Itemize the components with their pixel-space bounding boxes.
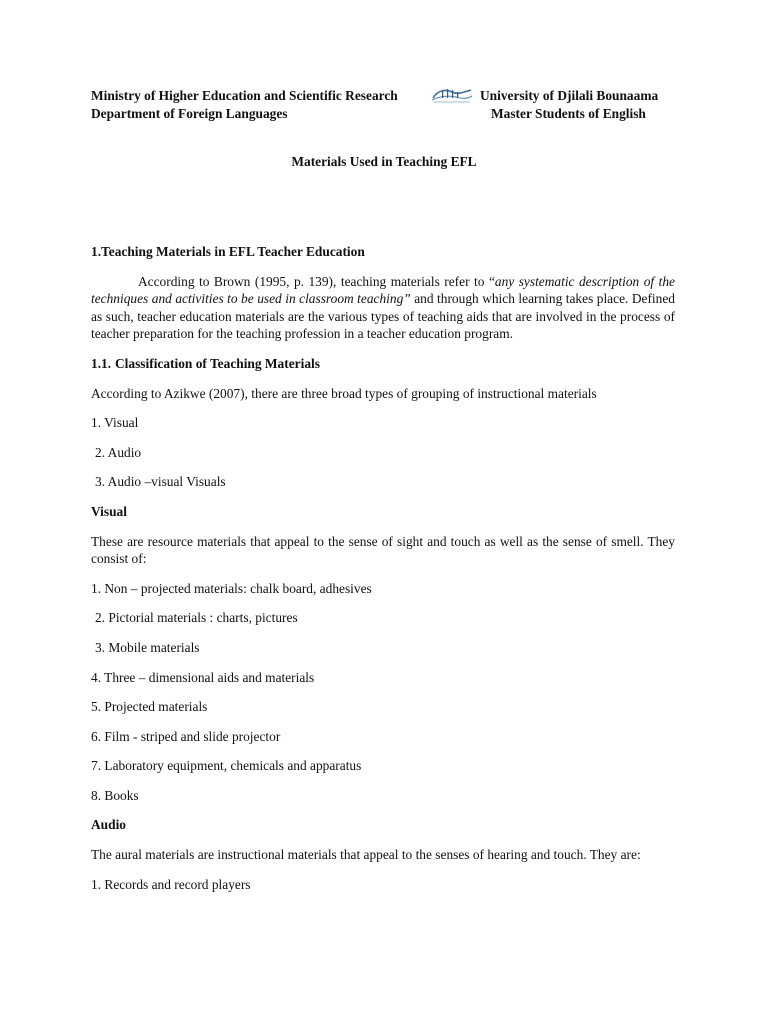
paragraph-text-start: According to Brown (1995, p. 139), teaching materials refer to “: [138, 273, 495, 289]
visual-item: 3. Mobile materials: [95, 639, 200, 655]
visual-item: 5. Projected materials: [91, 699, 208, 715]
university-label: University of Djilali Bounaama: [480, 88, 659, 103]
department-label: Department of Foreign Languages: [91, 106, 288, 121]
visual-item: 2. Pictorial materials : charts, pictures: [95, 610, 298, 626]
document-body: [91, 243, 675, 905]
visual-item: 4. Three – dimensional aids and materials: [91, 669, 315, 685]
paragraph-text-end: and through which learning takes place. Defined as such, teacher education materials are the various types of teaching aids that are involved in the process of teacher preparation for the teaching profession in a teacher education program.: [91, 291, 675, 342]
section-heading-1-1: [91, 355, 675, 373]
audio-heading: Audio: [91, 817, 126, 833]
visual-item: 1. Non – projected materials: chalk board, adhesives: [91, 580, 372, 596]
type-item: 1. Visual: [91, 415, 139, 431]
ministry-label: Ministry of Higher Education and Scientific Research: [91, 88, 398, 103]
brown-quote: any systematic description of the techniques and activities to be used in classroom teaching”: [91, 273, 675, 307]
audio-item: 1. Records and record players: [91, 876, 251, 892]
audio-description: The aural materials are instructional materials that appeal to the senses of hearing and touch. They are:: [91, 847, 641, 863]
section-heading-1: 1.Teaching Materials in EFL Teacher Education: [91, 244, 365, 259]
university-logo: [430, 86, 474, 104]
visual-item: 7. Laboratory equipment, chemicals and apparatus: [91, 758, 362, 774]
visual-item: 6. Film - striped and slide projector: [91, 728, 281, 744]
type-item: 3. Audio –visual Visuals: [95, 474, 226, 490]
visual-item: 8. Books: [91, 787, 139, 803]
document-title: Materials Used in Teaching EFL: [291, 154, 477, 169]
master-students-label: Master Students of English: [491, 106, 646, 121]
type-item: 2. Audio: [95, 444, 142, 460]
section-1-paragraph: [91, 273, 675, 343]
classification-intro: According to Azikwe (2007), there are three broad types of grouping of instructional materials: [91, 385, 597, 401]
visual-description: These are resource materials that appeal to the sense of sight and touch as well as the sense of smell. They consist of:: [91, 533, 675, 567]
visual-heading: Visual: [91, 503, 127, 519]
section-number: 1.1.: [91, 355, 112, 371]
section-title: Classification of Teaching Materials: [115, 355, 320, 371]
